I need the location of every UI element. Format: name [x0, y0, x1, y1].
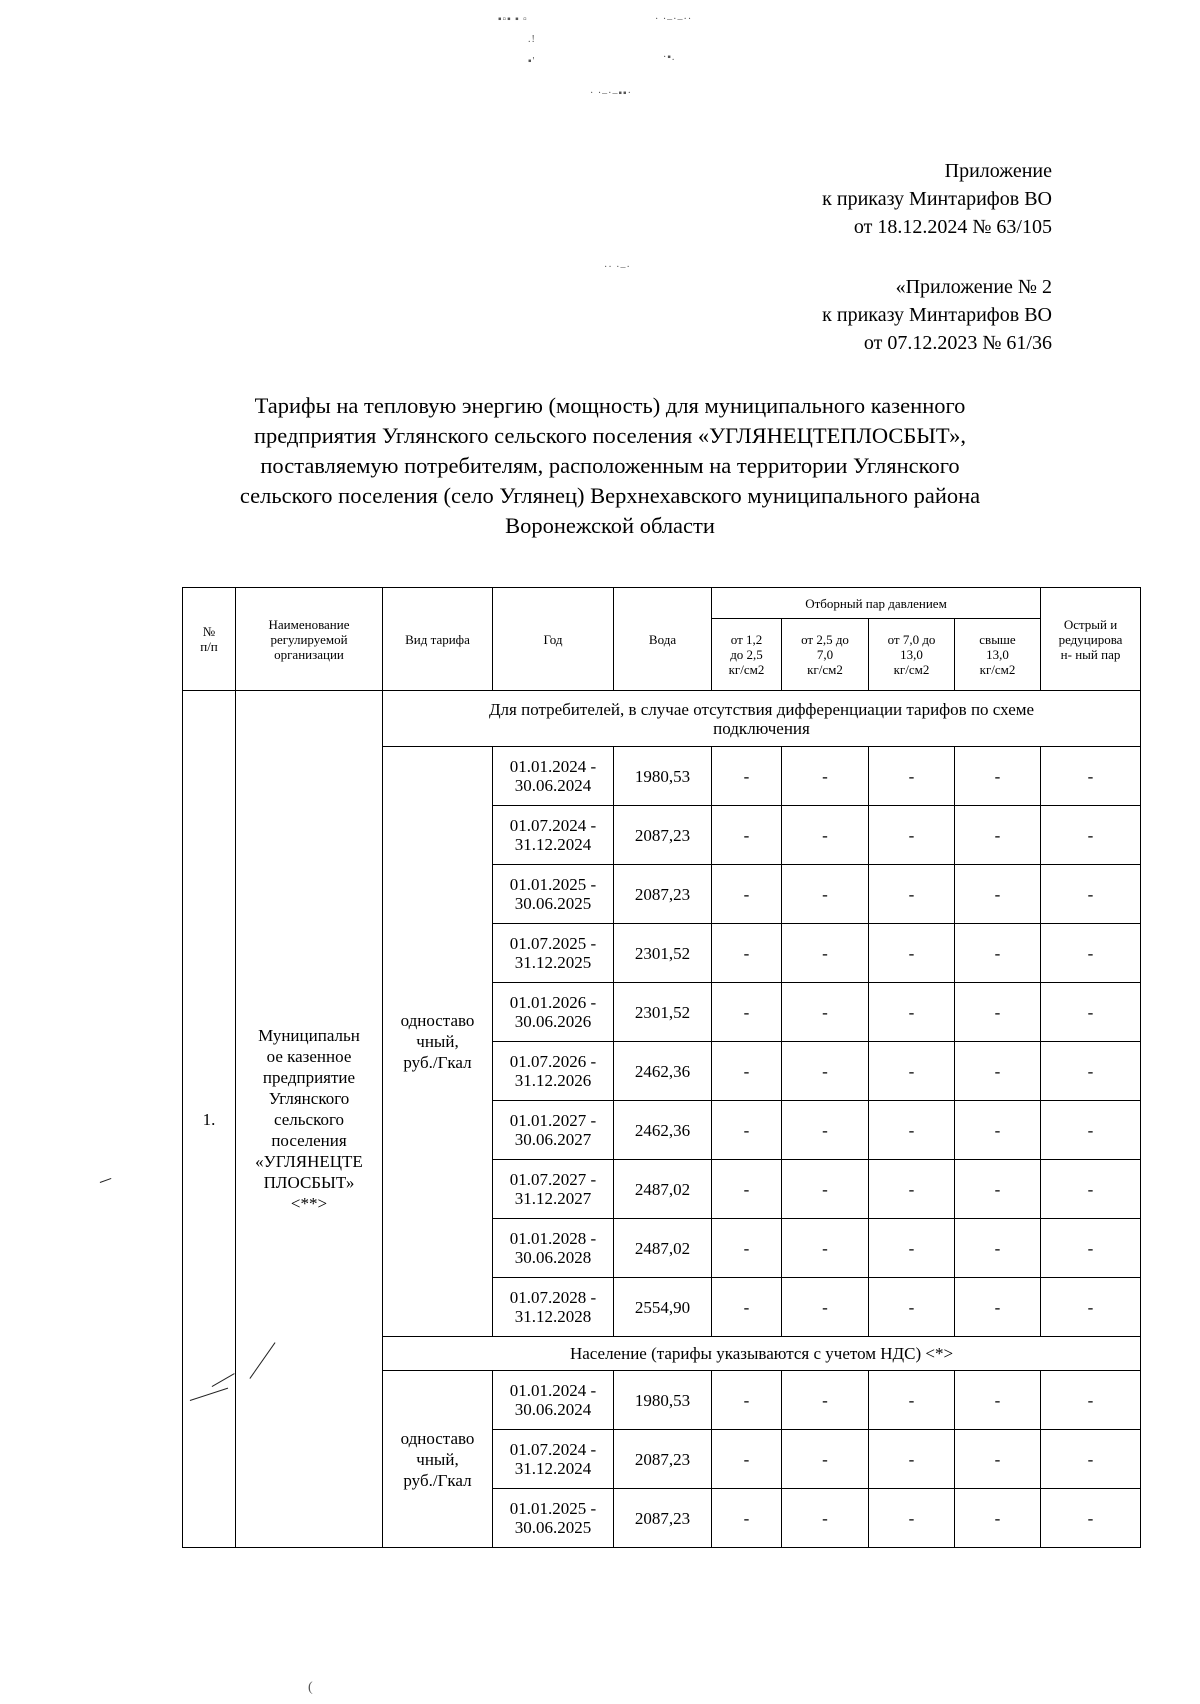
empty-value-cell: - — [782, 1278, 869, 1337]
empty-value-cell: - — [955, 1371, 1041, 1430]
empty-value-cell: - — [782, 865, 869, 924]
empty-value-cell: - — [955, 806, 1041, 865]
empty-value-cell: - — [955, 1160, 1041, 1219]
empty-value-cell: - — [869, 1278, 955, 1337]
appendix-line: к приказу Минтарифов ВО — [822, 304, 1052, 326]
title-line: Воронежской области — [505, 513, 715, 538]
empty-value-cell: - — [782, 924, 869, 983]
empty-value-cell: - — [869, 1101, 955, 1160]
header-water: Вода — [614, 588, 712, 691]
appendix-reference — [822, 157, 1052, 241]
empty-value-cell: - — [782, 983, 869, 1042]
header-steam-group: Отборный пар давлением — [712, 588, 1041, 619]
header-steam-4: свыше 13,0 кг/см2 — [955, 619, 1041, 691]
empty-value-cell: - — [955, 747, 1041, 806]
header-steam-2: от 2,5 до 7,0 кг/см2 — [782, 619, 869, 691]
tariff-kind: одноставо чный, руб./Гкал — [383, 1371, 493, 1548]
header-sharp-steam: Острый и редуцирова н- ный пар — [1041, 588, 1141, 691]
title-line: сельского поселения (село Углянец) Верхнехавского муниципального района — [239, 483, 981, 508]
scan-speck: · ·–·–·· — [655, 14, 693, 25]
empty-value-cell: - — [1041, 1101, 1141, 1160]
empty-value-cell: - — [869, 1430, 955, 1489]
scan-speck: ▪' — [528, 56, 536, 67]
tariff-table — [182, 587, 1141, 1548]
empty-value-cell: - — [712, 747, 782, 806]
empty-value-cell: - — [782, 1042, 869, 1101]
empty-value-cell: - — [955, 1489, 1041, 1548]
header-year: Год — [493, 588, 614, 691]
empty-value-cell: - — [869, 747, 955, 806]
water-tariff-cell: 2301,52 — [614, 924, 712, 983]
appendix-line: «Приложение № 2 — [895, 276, 1052, 298]
period-cell: 01.01.2026 - 30.06.2026 — [493, 983, 614, 1042]
tariff-kind: одноставо чный, руб./Гкал — [383, 747, 493, 1337]
section-general-consumers: Для потребителей, в случае отсутствия дифференциации тарифов по схеме подключения — [383, 691, 1141, 747]
empty-value-cell: - — [869, 924, 955, 983]
empty-value-cell: - — [712, 1101, 782, 1160]
title-line: предприятия Углянского сельского поселения «УГЛЯНЕЦТЕПЛОСБЫТ», — [254, 423, 966, 448]
title-line: Тарифы на тепловую энергию (мощность) для муниципального казенного — [254, 393, 966, 418]
empty-value-cell: - — [1041, 747, 1141, 806]
empty-value-cell: - — [782, 1489, 869, 1548]
water-tariff-cell: 2462,36 — [614, 1042, 712, 1101]
water-tariff-cell: 2301,52 — [614, 983, 712, 1042]
empty-value-cell: - — [869, 806, 955, 865]
empty-value-cell: - — [1041, 1371, 1141, 1430]
empty-value-cell: - — [1041, 1278, 1141, 1337]
empty-value-cell: - — [712, 806, 782, 865]
title-line: поставляемую потребителям, расположенным на территории Углянского — [260, 453, 960, 478]
header-steam-3: от 7,0 до 13,0 кг/см2 — [869, 619, 955, 691]
empty-value-cell: - — [782, 806, 869, 865]
period-cell: 01.01.2027 - 30.06.2027 — [493, 1101, 614, 1160]
appendix-line: от 18.12.2024 № 63/105 — [853, 216, 1052, 238]
empty-value-cell: - — [712, 1042, 782, 1101]
appendix-line: к приказу Минтарифов ВО — [822, 188, 1052, 210]
scan-speck: ·▪. — [663, 52, 676, 63]
period-cell: 01.01.2024 - 30.06.2024 — [493, 747, 614, 806]
previous-appendix-reference — [822, 273, 1052, 357]
period-cell: 01.07.2028 - 31.12.2028 — [493, 1278, 614, 1337]
empty-value-cell: - — [1041, 1219, 1141, 1278]
period-cell: 01.07.2024 - 31.12.2024 — [493, 806, 614, 865]
empty-value-cell: - — [712, 1489, 782, 1548]
empty-value-cell: - — [955, 1219, 1041, 1278]
empty-value-cell: - — [1041, 1160, 1141, 1219]
document-title — [160, 391, 1060, 541]
water-tariff-cell: 1980,53 — [614, 1371, 712, 1430]
empty-value-cell: - — [1041, 806, 1141, 865]
period-cell: 01.01.2025 - 30.06.2025 — [493, 1489, 614, 1548]
empty-value-cell: - — [1041, 865, 1141, 924]
empty-value-cell: - — [782, 1430, 869, 1489]
period-cell: 01.01.2024 - 30.06.2024 — [493, 1371, 614, 1430]
row-number: 1. — [183, 691, 236, 1548]
header-num: № п/п — [183, 588, 236, 691]
water-tariff-cell: 2487,02 — [614, 1160, 712, 1219]
empty-value-cell: - — [955, 865, 1041, 924]
empty-value-cell: - — [869, 1160, 955, 1219]
empty-value-cell: - — [869, 865, 955, 924]
water-tariff-cell: 2487,02 — [614, 1219, 712, 1278]
empty-value-cell: - — [712, 1278, 782, 1337]
period-cell: 01.01.2025 - 30.06.2025 — [493, 865, 614, 924]
empty-value-cell: - — [1041, 1430, 1141, 1489]
empty-value-cell: - — [955, 983, 1041, 1042]
water-tariff-cell: 1980,53 — [614, 747, 712, 806]
empty-value-cell: - — [712, 924, 782, 983]
period-cell: 01.07.2025 - 31.12.2025 — [493, 924, 614, 983]
water-tariff-cell: 2087,23 — [614, 1489, 712, 1548]
scan-speck: ▪▫▪ ▪ ▫ — [498, 14, 528, 25]
water-tariff-cell: 2087,23 — [614, 806, 712, 865]
header-tariff-kind: Вид тарифа — [383, 588, 493, 691]
empty-value-cell: - — [1041, 1489, 1141, 1548]
period-cell: 01.07.2024 - 31.12.2024 — [493, 1430, 614, 1489]
period-cell: 01.07.2026 - 31.12.2026 — [493, 1042, 614, 1101]
empty-value-cell: - — [955, 1101, 1041, 1160]
scan-speck: .! — [528, 34, 536, 45]
water-tariff-cell: 2462,36 — [614, 1101, 712, 1160]
empty-value-cell: - — [869, 1219, 955, 1278]
empty-value-cell: - — [782, 1371, 869, 1430]
empty-value-cell: - — [869, 1371, 955, 1430]
empty-value-cell: - — [712, 865, 782, 924]
empty-value-cell: - — [782, 1219, 869, 1278]
appendix-line: Приложение — [944, 160, 1052, 182]
empty-value-cell: - — [869, 983, 955, 1042]
water-tariff-cell: 2087,23 — [614, 865, 712, 924]
empty-value-cell: - — [782, 747, 869, 806]
empty-value-cell: - — [1041, 983, 1141, 1042]
appendix-line: от 07.12.2023 № 61/36 — [863, 332, 1052, 354]
organization-name: Муниципальн ое казенное предприятие Углянского сельского поселения «УГЛЯНЕЦТЕ ПЛОСБЫТ» <**> — [236, 691, 383, 1548]
period-cell: 01.01.2028 - 30.06.2028 — [493, 1219, 614, 1278]
empty-value-cell: - — [955, 1278, 1041, 1337]
scan-speck: · ·–·–▪▪· — [590, 88, 632, 99]
scan-speck: ·· ·–· — [604, 262, 631, 273]
water-tariff-cell: 2554,90 — [614, 1278, 712, 1337]
empty-value-cell: - — [869, 1489, 955, 1548]
empty-value-cell: - — [955, 1042, 1041, 1101]
empty-value-cell: - — [712, 1371, 782, 1430]
empty-value-cell: - — [712, 1219, 782, 1278]
pen-mark — [100, 1178, 112, 1183]
header-steam-1: от 1,2 до 2,5 кг/см2 — [712, 619, 782, 691]
empty-value-cell: - — [712, 1160, 782, 1219]
empty-value-cell: - — [782, 1101, 869, 1160]
empty-value-cell: - — [712, 1430, 782, 1489]
empty-value-cell: - — [869, 1042, 955, 1101]
empty-value-cell: - — [955, 924, 1041, 983]
empty-value-cell: - — [782, 1160, 869, 1219]
period-cell: 01.07.2027 - 31.12.2027 — [493, 1160, 614, 1219]
scan-speck: ( — [308, 1680, 314, 1695]
empty-value-cell: - — [1041, 1042, 1141, 1101]
empty-value-cell: - — [955, 1430, 1041, 1489]
section-population: Население (тарифы указываются с учетом НДС) <*> — [383, 1337, 1141, 1371]
empty-value-cell: - — [1041, 924, 1141, 983]
empty-value-cell: - — [712, 983, 782, 1042]
header-org: Наименование регулируемой организации — [236, 588, 383, 691]
water-tariff-cell: 2087,23 — [614, 1430, 712, 1489]
